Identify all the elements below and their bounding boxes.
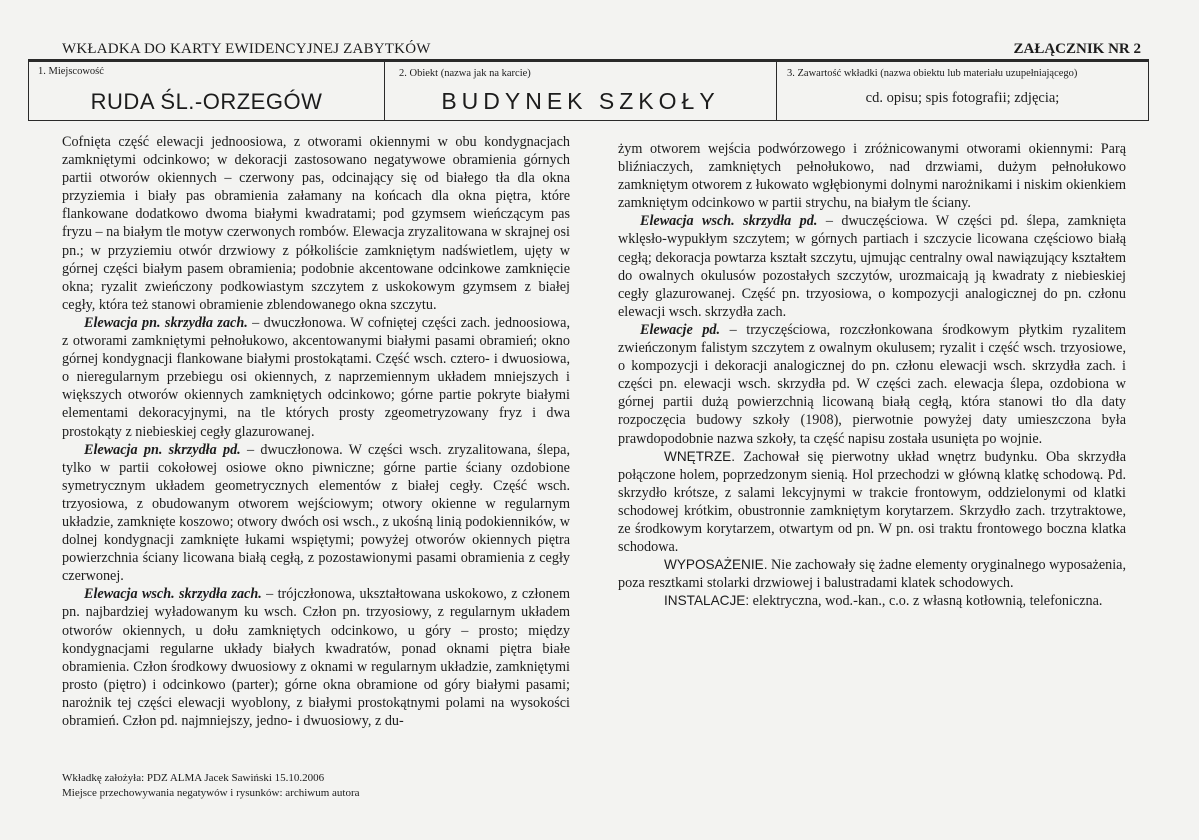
paragraph xyxy=(62,133,570,314)
paragraph-heading: Elewacja pn. skrzydła pd. xyxy=(84,441,241,458)
paragraph-heading: Elewacje pd. xyxy=(640,321,721,338)
paragraph-text: elektryczna, wod.-kan., c.o. z własną kotłownią, telefoniczna. xyxy=(749,593,1103,610)
description-right-column xyxy=(618,140,1126,610)
paragraph-text: – dwuczłonowa. W części wsch. zryzalitowana, ślepa, tylko w partii cokołowej osiowe okno piwniczne; górne partie ściany ozdobione symetrycznym układem geometrycznych elementów z białej cegły. Część wsch. trzyosiowa, z obudowanym otworem wejściowym; otwory okienne w regularnym układzie, zamknięte koszowo; otwory dwóch osi wsch., z ukośną linią podokienników, w dolnej kondygnacji zamknięte łukami wspiętymi; powyżej otworów okiennych piętra powierzchnia ściany licowana białą cegłą, z pozostawionymi pasami obramienia z cegły czerwonej. xyxy=(62,441,570,585)
paragraph xyxy=(618,321,1126,448)
paragraph-text: – trójczłonowa, ukształtowana uskokowo, z członem pn. najbardziej wyładowanym ku wsch. Człon pn. trzyosiowy, z regularnym układem otworów okiennych, u dołu zamkniętych odcinkowo, u góry – prosto; między kondygnacjami regularne układy białych kwadratów, ponad oknami piętra białe obramienia. Człon środkowy dwuosiowy z oknami w regularnym układzie, zamkniętymi prosto (piętro) i odcinkowo (parter); górne okna obramione od góry białymi pasami; narożnik tej części elewacji wyoblony, z białymi prostokątnymi polami na wysokości obramień. Człon pd. najmniejszy, jedno- i dwuosiowy, z du- xyxy=(62,586,570,729)
paragraph-text: Nie zachowały się żadne elementy oryginalnego wyposażenia, poza resztkami stolarki drzwiowej i balustradami klatek schodowych. xyxy=(618,557,1126,592)
paragraph-text: – trzyczęściowa, rozczłonkowana środkowym płytkim ryzalitem zwieńczonym falistym szczytem z owalnym okulusem; ryzalit i część wsch. trzyosiowe, o kompozycji i dekoracji analogicznej do pn. członu elewacji wsch. skrzydła zach. i części pn. elewacji wsch. skrzydła pd. W części zach. elewacja ślepa, ozdobiona w górnej partii dużą powierzchnią licowaną białą cegłą, która stanowi tło dla daty rozpoczęcia budowy szkoły (1908), pierwotnie powyżej daty umieszczona była prawdopodobnie nazwa szkoły, ta część napisu została usunięta po wojnie. xyxy=(618,321,1126,447)
footer-note xyxy=(62,771,360,801)
field-object-label: 2. Obiekt (nazwa jak na karcie) xyxy=(399,68,531,79)
paragraph-text: – dwuczłonowa. W cofniętej części zach. jednoosiowa, z otworami zamkniętymi pełnołukowo, akcentowanymi białymi pasami obramień; okno górnej kondygnacji flankowane białymi prostokątami. Część wsch. cztero- i dwuosiowa, o nieregularnym przebiegu osi okiennych, z naprzemiennym układem mniejszych i większych otworów okiennych zamkniętych odcinkowo; górne partie pokryte białymi elementami dekoracyjnymi, na tle których prosty zgeometryzowany fryz i dwa prostokąty z niebieskiej cegły glazurowanej. xyxy=(62,314,570,440)
paragraph xyxy=(618,592,1126,610)
form-title: WKŁADKA DO KARTY EWIDENCYJNEJ ZABYTKÓW xyxy=(62,41,431,57)
paragraph-text: Zachował się pierwotny układ wnętrz budynku. Oba skrzydła połączone holem, poprzedzonym sienią. Hol przechodzi w główną klatkę schodową. Pd. skrzydło krótsze, z salami lekcyjnymi w trakcie frontowym, oddzielonymi od klatki schodowej krótkim, obustronnie zamkniętym korytarzem. Skrzydło zach. trzytraktowe, ze środkowym korytarzem, otwartym od pn. W pn. osi traktu frontowego boczna klatka schodowa. xyxy=(618,448,1126,556)
field-object-value: BUDYNEK SZKOŁY xyxy=(441,88,720,114)
description-left-column xyxy=(62,133,570,730)
field-content-value: cd. opisu; spis fotografii; zdjęcia; xyxy=(865,90,1060,106)
paragraph xyxy=(62,585,570,730)
field-object xyxy=(384,61,777,121)
field-content-label: 3. Zawartość wkładki (nazwa obiektu lub materiału uzupełniającego) xyxy=(787,68,1078,79)
paragraph xyxy=(618,212,1126,321)
paragraph-heading: Elewacja wsch. skrzydła zach. xyxy=(84,586,262,603)
footer-author: Wkładkę założyła: PDZ ALMA Jacek Sawiński 15.10.2006 xyxy=(62,772,325,784)
paragraph-text: Cofnięta część elewacji jednoosiowa, z otworami okiennymi w obu kondygnacjach zamkniętymi odcinkowo; w dekoracji zastosowano negatywowe obramienia górnych partii otworów okiennych – czerwony pas, odcinający się od białego tła dla okna przyziemia i biały pas obramienia załamany na końcach dla okna piętra, które flankowane dodatkowo dwoma białymi kwadratami; pod gzymsem wieńczącym pas fryzu – na białym tle motyw czerwonych rombów. Elewacja zryzalitowana w skrajnej osi pn.; w przyziemiu otwór drzwiowy z półkoliście zamkniętym nadświetlem, ujęty w górnej części białym pasem obramienia; podobnie akcentowane odcinkowe zamknięcie okna; ryzalit zwieńczony podkowiastym szczytem z uskokowym gzymsem z białej cegły, która też stanowi obramienie zblendowanego okna szczytu. xyxy=(62,134,570,313)
section-heading-interior: WNĘTRZE. xyxy=(664,448,735,464)
footer-archive: Miejsce przechowywania negatywów i rysunków: archiwum autora xyxy=(62,787,360,799)
paragraph xyxy=(62,441,570,586)
field-content xyxy=(776,61,1149,121)
paragraph-heading: Elewacja pn. skrzydła zach. xyxy=(84,314,248,331)
paragraph-text: żym otworem wejścia podwórzowego i zróżnicowanymi otworami okiennymi: Parą bliźniaczych, zamkniętych pełnołukowo, nad drzwiami, dużym pełnołukowo zamkniętym otworem z łukowato wgłębionymi dolnymi narożnikami i niskim okienkiem zamkniętym odcinkowo w partii strychu, na białym tle ściany. xyxy=(618,141,1126,212)
field-place-value: RUDA ŚL.-ORZEGÓW xyxy=(90,89,323,114)
paragraph-text: – dwuczęściowa. W części pd. ślepa, zamknięta wklęsło-wypukłym szczytem; w górnych partiach i szczycie licowana częściowo białą cegłą; dekoracja powtarza kształt szczytu, ujmując centralny owal nawiązujący kształtem do owalnych okulusów pozostałych szczytów, urozmaicają ją kwadraty z niebieskiej cegły glazurowanej. Część pn. trzyosiowa, o kompozycji analogicznej do pn. członu elewacji wsch. skrzydła zach. xyxy=(618,213,1126,320)
field-place-label: 1. Miejscowość xyxy=(38,66,104,77)
paragraph xyxy=(62,314,570,441)
section-heading-furnishing: WYPOSAŻENIE. xyxy=(664,557,768,573)
paragraph xyxy=(618,556,1126,592)
field-place xyxy=(28,61,385,121)
paragraph-heading: Elewacja wsch. skrzydła pd. xyxy=(640,213,818,230)
annex-number: ZAŁĄCZNIK NR 2 xyxy=(1013,41,1141,57)
paragraph xyxy=(618,140,1126,212)
paragraph xyxy=(618,448,1126,557)
section-heading-installations: INSTALACJE: xyxy=(664,593,750,609)
